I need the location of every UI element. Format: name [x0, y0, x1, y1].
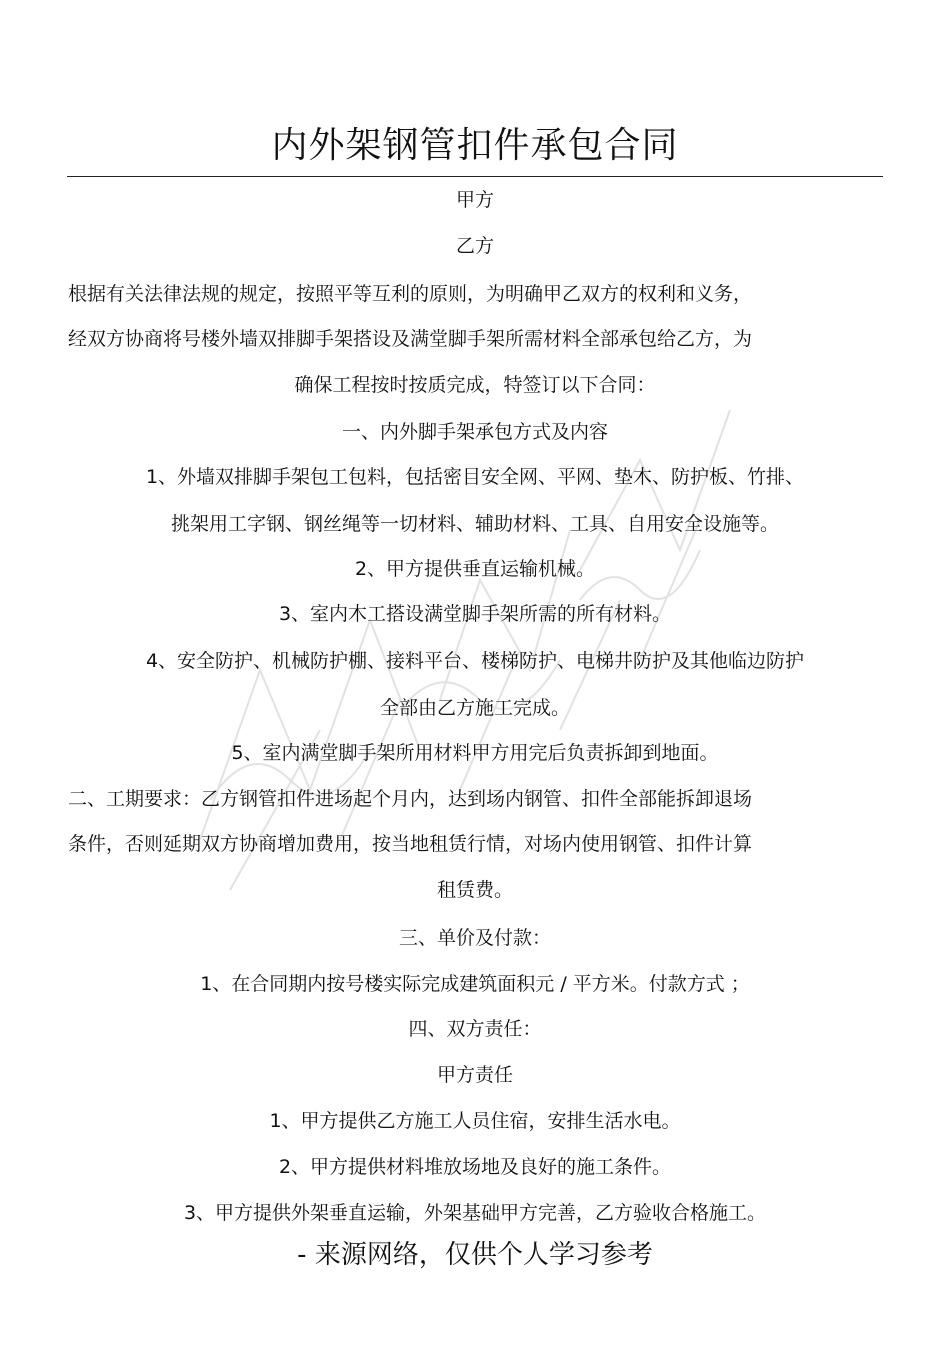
- preamble-line-1: 根据有关法律法规的规定，按照平等互利的原则，为明确甲乙双方的权利和义务，: [68, 283, 753, 305]
- party-a-duty-2: 2、甲方提供材料堆放场地及良好的施工条件。: [278, 1156, 672, 1178]
- clause-1-3: 3、室内木工搭设满堂脚手架所需的所有材料。: [278, 603, 672, 625]
- title-divider: [67, 176, 883, 177]
- source-footer: - 来源网络，仅供个人学习参考: [297, 1240, 653, 1270]
- preamble-line-3: 确保工程按时按质完成，特签订以下合同：: [294, 374, 656, 396]
- clause-1-5: 5、室内满堂脚手架所用材料甲方用完后负责拆卸到地面。: [231, 742, 719, 764]
- section-2-line-3: 租赁费。: [436, 879, 513, 901]
- section-2-line-2: 条件，否则延期双方协商增加费用，按当地租赁行情，对场内使用钢管、扣件计算: [68, 833, 753, 855]
- clause-1-4: 4、安全防护、机械防护棚、接料平台、楼梯防护、电梯井防护及其他临边防护: [145, 650, 805, 672]
- clause-1-1-cont: 挑架用工字钢、钢丝绳等一切材料、辅助材料、工具、自用安全设施等。: [170, 513, 779, 535]
- section-heading-1: 一、内外脚手架承包方式及内容: [341, 421, 608, 443]
- preamble-line-2: 经双方协商将号楼外墙双排脚手架搭设及满堂脚手架所需材料全部承包给乙方，为: [68, 328, 753, 350]
- clause-1-1: 1、外墙双排脚手架包工包料，包括密目安全网、平网、垫木、防护板、竹排、: [145, 466, 805, 488]
- party-a-duties-heading: 甲方责任: [436, 1064, 513, 1086]
- page-title: 内外架钢管扣件承包合同: [271, 125, 679, 166]
- party-a-duty-3: 3、甲方提供外架垂直运输，外架基础甲方完善，乙方验收合格施工。: [183, 1202, 767, 1224]
- section-heading-3: 三、单价及付款：: [398, 927, 551, 949]
- section-2-line-1: 二、工期要求：乙方钢管扣件进场起个月内，达到场内钢管、扣件全部能拆卸退场: [68, 788, 753, 810]
- clause-1-4-cont: 全部由乙方施工完成。: [379, 697, 570, 719]
- clause-3-1: 1、在合同期内按号楼实际完成建筑面积元 / 平方米。付款方式 ；: [200, 973, 750, 995]
- party-a-duty-1: 1、甲方提供乙方施工人员住宿，安排生活水电。: [269, 1110, 681, 1132]
- party-b-label: 乙方: [455, 235, 494, 257]
- party-a-label: 甲方: [455, 189, 494, 211]
- section-heading-4: 四、双方责任：: [408, 1018, 542, 1040]
- clause-1-2: 2、甲方提供垂直运输机械。: [354, 558, 596, 580]
